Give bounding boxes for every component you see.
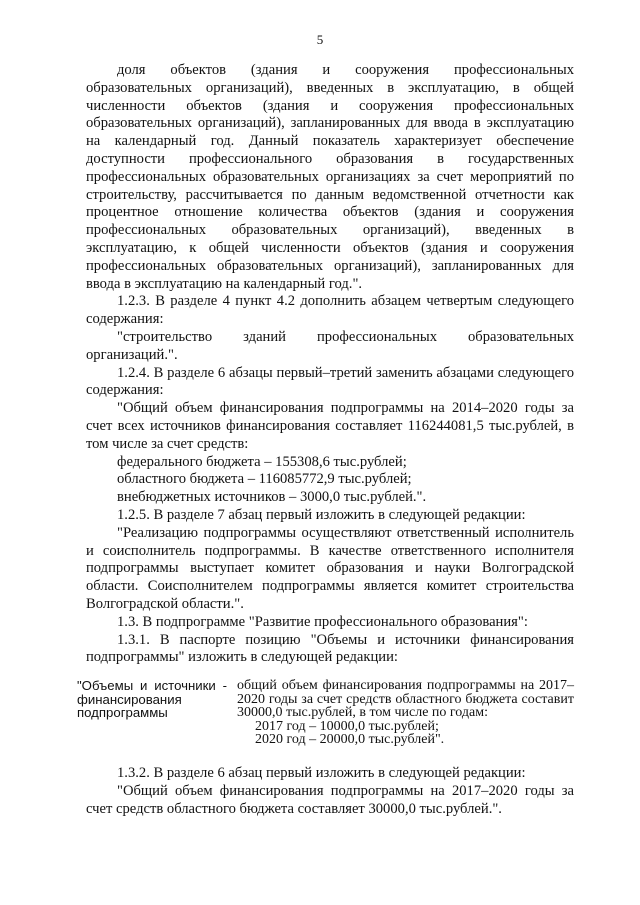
paragraph: "Общий объем финансирования подпрограммы на 2014–2020 годы за счет всех источников финансирования составляет 116244081,5 тыс.рублей, в том числе за счет средств: [86, 400, 574, 452]
passport-table [77, 678, 574, 748]
paragraph: 1.3. В подпрограмме "Развитие профессионального образования": [117, 613, 528, 630]
paragraph: 1.2.3. В разделе 4 пункт 4.2 дополнить абзацем четвертым следующего содержания: [86, 293, 574, 328]
paragraph: 1.3.1. В паспорте позицию "Объемы и источники финансирования подпрограммы" изложить в следующей редакции: [86, 631, 574, 666]
paragraph: "Общий объем финансирования подпрограммы на 2017–2020 годы за счет средств областного бюджета составляет 30000,0 тыс.рублей.". [86, 782, 574, 817]
paragraph: 1.2.5. В разделе 7 абзац первый изложить в следующей редакции: [117, 506, 526, 523]
table-label-cell: "Объемы и источники - финансирования подпрограммы [77, 678, 227, 721]
paragraph: "строительство зданий профессиональных образовательных организаций.". [86, 328, 574, 363]
table-value-text: общий объем финансирования подпрограммы на 2017–2020 годы за счет средств областного бюджета составит 30000,0 тыс.рублей, в том числе по годам: [237, 678, 574, 721]
paragraph: доля объектов (здания и сооружения профессиональных образовательных организаций), введенных в эксплуатацию, в общей численности объектов (здания и сооружения профессиональных образовательных организаций), запланированных для ввода в эксплуатацию на календарный год. Данный показатель характеризует обеспечение доступности профессионального образования в государственных профессиональных образовательных организациях за счет мероприятий по строительству, рассчитывается по данным ведомственной отчетности как процентное отношение количества объектов (здания и сооружения профессиональных образовательных организаций), введенных в эксплуатацию, к общей численности объектов (здания и сооружения профессиональных образовательных организаций), запланированных для ввода в эксплуатацию на календарный год.". [86, 62, 574, 292]
document-body [77, 62, 574, 818]
list-item: внебюджетных источников – 3000,0 тыс.рублей.". [117, 489, 427, 506]
table-value-line: 2017 год – 10000,0 тыс.рублей; [255, 718, 439, 734]
list-item: областного бюджета – 116085772,9 тыс.рублей; [117, 471, 412, 488]
table-value-cell [237, 679, 574, 747]
paragraph: 1.3.2. В разделе 6 абзац первый изложить в следующей редакции: [117, 765, 526, 782]
paragraph: 1.2.4. В разделе 6 абзацы первый–третий заменить абзацами следующего содержания: [86, 364, 574, 399]
table-value-line: 2020 год – 20000,0 тыс.рублей". [255, 732, 445, 748]
list-item: федерального бюджета – 155308,6 тыс.рублей; [117, 453, 407, 470]
page-number: 5 [316, 32, 324, 47]
paragraph: "Реализацию подпрограммы осуществляют ответственный исполнитель и соисполнитель подпрограммы. В качестве ответственного исполнителя подпрограммы выступает комитет образования и науки Волгоградской области. Соисполнителем подпрограммы является комитет строительства Волгоградской области.". [86, 524, 574, 612]
